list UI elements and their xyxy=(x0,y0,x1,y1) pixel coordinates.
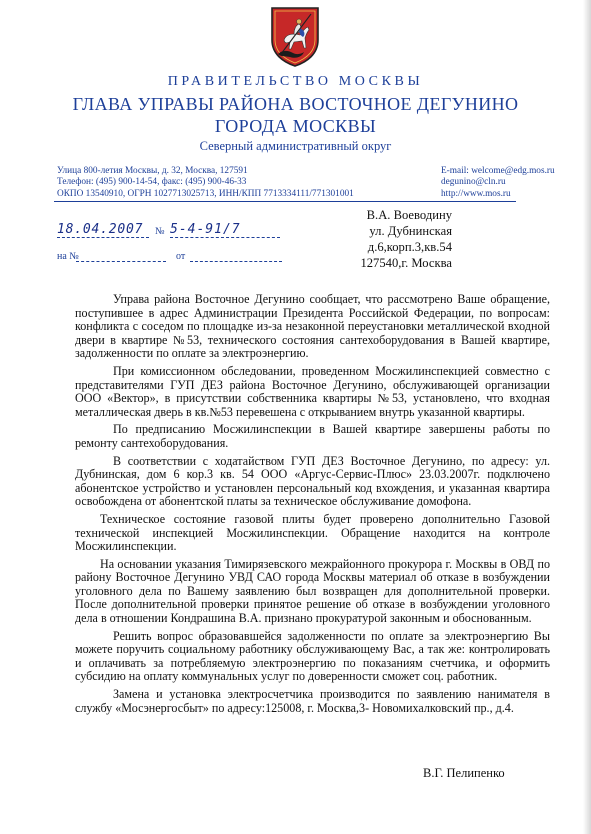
body-paragraph: По предписанию Мосжилинспекции в Вашей квартире завершены работы по ремонту сантехоборудования. xyxy=(75,422,550,450)
header-divider xyxy=(54,201,516,202)
moscow-coat-of-arms-icon xyxy=(267,4,323,68)
addressee-block xyxy=(340,207,452,271)
organization-title-line2: ГОРОДА МОСКВЫ xyxy=(214,116,377,136)
scan-edge-shadow xyxy=(583,0,591,834)
addressee-street: ул. Дубнинская xyxy=(369,224,452,238)
body-paragraph: При комиссионном обследовании, проведенном Мосжилинспекцией совместно с представителями ГУП ДЕЗ района Восточное Дегунино, обслуживающей организации ООО «Вектор», в присутствии собственника квартиры №53, установлено, что входная металлическая дверь в кв.№53 перевешена с открыванием внутрь указанной квартиры. xyxy=(75,363,550,419)
registration-number-label: № xyxy=(155,226,165,237)
reply-to-date-label: от xyxy=(176,251,186,262)
website-line: http://www.mos.ru xyxy=(441,188,511,199)
addressee-name: В.А. Воеводину xyxy=(366,208,452,222)
phone-line: Телефон: (495) 900-14-54, факс: (495) 900-46-33 xyxy=(57,177,247,188)
government-heading: ПРАВИТЕЛЬСТВО МОСКВЫ xyxy=(167,74,424,89)
registration-codes-line: ОКПО 13540910, ОГРН 1027713025713, ИНН/КПП 7713334111/771301001 xyxy=(57,188,354,199)
district-subtitle: Северный административный округ xyxy=(199,139,392,153)
email-line-secondary: degunino@cln.ru xyxy=(441,177,506,188)
addressee-city: 127540,г. Москва xyxy=(360,256,452,270)
registration-number-handwritten: 5-4-91/7 xyxy=(170,222,280,238)
organization-address-block xyxy=(57,166,354,200)
addressee-building: д.6,корп.3,кв.54 xyxy=(367,240,452,254)
registration-date-handwritten: 18.04.2007 xyxy=(57,222,149,238)
reply-to-number-blank xyxy=(76,261,166,262)
email-line: E-mail: welcome@edg.mos.ru xyxy=(441,166,555,176)
reply-to-date-blank xyxy=(190,261,282,262)
address-line: Улица 800-летия Москвы, д. 32, Москва, 127591 xyxy=(57,166,248,176)
letter-body xyxy=(75,293,550,719)
organization-title-line1: ГЛАВА УПРАВЫ РАЙОНА ВОСТОЧНОЕ ДЕГУНИНО xyxy=(72,94,519,114)
body-paragraph: В соответствии с ходатайством ГУП ДЕЗ Восточное Дегунино, по адресу: ул. Дубнинская, дом 6 кор.3 кв. 54 ООО «Аргус-Сервис-Плюс» 23.03.2007г. подключено абонентское устройство и установлен персональный код вхождения, и указанная квартира освобождена от абонентской платы за техническое обслуживание домофона. xyxy=(75,453,550,509)
body-paragraph: Замена и установка электросчетчика производится по заявлению нанимателя в службу «Мосэнергосбыт» по адресу:125008, г. Москва,3- Новомихалковский пр., д.4. xyxy=(75,687,550,715)
reply-to-number-label: на № xyxy=(57,251,79,262)
body-paragraph: Управа района Восточное Дегунино сообщает, что рассмотрено Ваше обращение, поступившее в адрес Администрации Президента Российской Федерации, по вопросам: конфликта с соседом по площадке из-за незаконной переустановки металлической входной двери в квартире №53, технического состояния сантехоборудования в Вашей квартире, задолженности по оплате за электроэнергию. xyxy=(75,292,550,361)
signature-name: В.Г. Пелипенко xyxy=(423,766,505,780)
body-paragraph: На основании указания Тимирязевского межрайонного прокурора г. Москвы в ОВД по району Восточное Дегунино УВД САО города Москвы материал об отказе в возбуждении уголовного дела по Вашему заявлению был возвращен для дополнительной проверки. После дополнительной проверки принятое решение об отказе в возбуждении уголовного дела в отношении Кондрашина В.А. признано прокуратурой законным и обоснованным. xyxy=(75,556,550,626)
body-paragraph: Решить вопрос образовавшейся задолженности по оплате за электроэнергию Вы можете поручить социальному работнику обслуживающему Вас, а так же: контролировать и оплачивать за потребляемую электроэнергию по показаниям счетчика, и оформить субсидию на оплату коммунальных услуг по доверенности сможет соц. работник. xyxy=(75,628,550,684)
contact-block xyxy=(441,166,555,200)
body-paragraph: Техническое состояние газовой плиты будет проверено дополнительно Газовой технической инспекцией Мосжилинспекции. Обращение находится на контроле Мосжилинспекции. xyxy=(75,511,550,554)
